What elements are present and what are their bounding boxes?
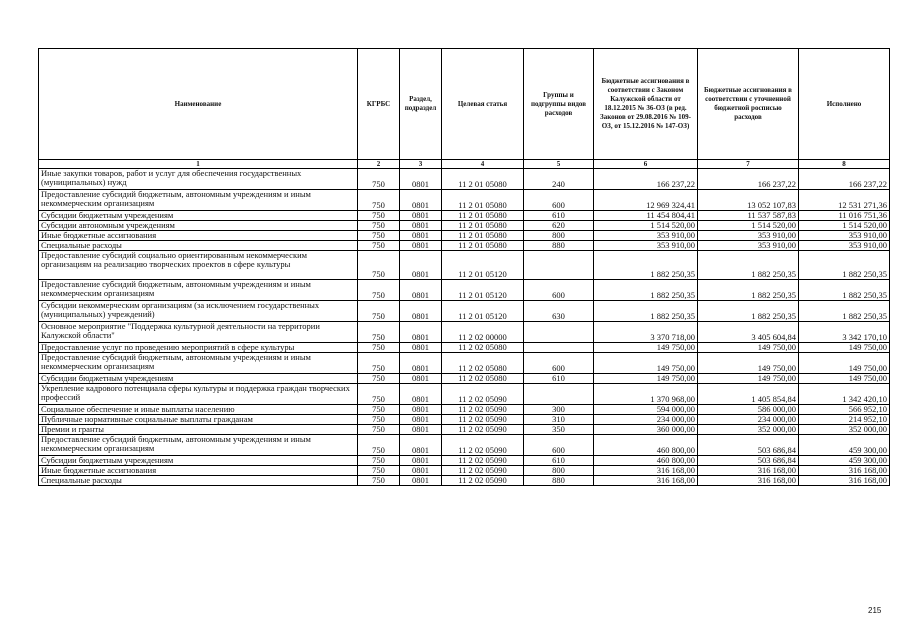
row-law-amount: 316 168,00 [594,476,698,486]
row-law-amount: 460 800,00 [594,456,698,466]
table-row [39,241,890,251]
row-law-amount: 1 882 250,35 [594,301,698,322]
row-group: 800 [524,231,594,241]
column-number: 3 [400,160,442,169]
row-refined-amount: 503 686,84 [698,456,799,466]
table-row [39,384,890,405]
row-executed-amount: 166 237,22 [799,169,890,190]
row-kgrbs: 750 [358,405,400,415]
row-executed-amount: 214 952,10 [799,415,890,425]
row-executed-amount: 149 750,00 [799,353,890,374]
header-kgrbs: КГРБС [358,49,400,160]
row-section: 0801 [400,301,442,322]
row-law-amount: 1 370 968,00 [594,384,698,405]
header-section: Раздел, подраздел [400,49,442,160]
row-target: 11 2 02 05090 [442,435,524,456]
row-executed-amount: 1 342 420,10 [799,384,890,405]
row-law-amount: 3 370 718,00 [594,322,698,343]
header-law: Бюджетные ассигнования в соответствии с Законом Калужской области от 18.12.2015 № 36-ОЗ (в ред. Законов от 29.08.2016 № 109-ОЗ, от 15.12.2016 № 147-ОЗ) [594,49,698,160]
row-law-amount: 11 454 804,41 [594,211,698,221]
row-kgrbs: 750 [358,435,400,456]
row-target: 11 2 01 05080 [442,241,524,251]
row-target: 11 2 01 05120 [442,301,524,322]
row-target: 11 2 02 05080 [442,353,524,374]
row-section: 0801 [400,405,442,415]
row-refined-amount: 166 237,22 [698,169,799,190]
row-group [524,251,594,280]
row-target: 11 2 02 05090 [442,425,524,435]
row-law-amount: 1 882 250,35 [594,251,698,280]
row-executed-amount: 3 342 170,10 [799,322,890,343]
row-executed-amount: 1 882 250,35 [799,301,890,322]
column-number: 8 [799,160,890,169]
row-target: 11 2 01 05080 [442,169,524,190]
row-name: Специальные расходы [39,476,358,486]
row-name: Субсидии некоммерческим организациям (за исключением государственных (муниципальных) учреждений) [39,301,358,322]
row-group: 600 [524,353,594,374]
row-name: Предоставление субсидий бюджетным, автономным учреждениям и иным некоммерческим организациям [39,435,358,456]
row-refined-amount: 149 750,00 [698,343,799,353]
row-section: 0801 [400,384,442,405]
row-section: 0801 [400,221,442,231]
row-name: Субсидии бюджетным учреждениям [39,456,358,466]
row-name: Предоставление услуг по проведению мероприятий в сфере культуры [39,343,358,353]
row-target: 11 2 02 05090 [442,384,524,405]
row-kgrbs: 750 [358,221,400,231]
table-row [39,343,890,353]
row-refined-amount: 316 168,00 [698,476,799,486]
row-group: 620 [524,221,594,231]
column-number: 7 [698,160,799,169]
row-section: 0801 [400,322,442,343]
row-target: 11 2 01 05080 [442,190,524,211]
row-law-amount: 166 237,22 [594,169,698,190]
header-row [39,49,890,160]
row-name: Иные закупки товаров, работ и услуг для обеспечения государственных (муниципальных) нужд [39,169,358,190]
row-refined-amount: 1 514 520,00 [698,221,799,231]
row-kgrbs: 750 [358,241,400,251]
table-row [39,353,890,374]
row-group: 800 [524,466,594,476]
budget-table [38,48,890,486]
row-law-amount: 12 969 324,41 [594,190,698,211]
row-refined-amount: 1 882 250,35 [698,280,799,301]
header-executed: Исполнено [799,49,890,160]
row-kgrbs: 750 [358,169,400,190]
row-kgrbs: 750 [358,211,400,221]
row-target: 11 2 02 05090 [442,415,524,425]
header-refined: Бюджетные ассигнования в соответствии с уточненной бюджетной росписью расходов [698,49,799,160]
header-target: Целевая статья [442,49,524,160]
row-name: Субсидии бюджетным учреждениям [39,374,358,384]
row-section: 0801 [400,251,442,280]
row-kgrbs: 750 [358,231,400,241]
table-body [39,169,890,486]
row-group [524,322,594,343]
row-name: Специальные расходы [39,241,358,251]
row-executed-amount: 353 910,00 [799,231,890,241]
row-refined-amount: 352 000,00 [698,425,799,435]
row-name: Иные бюджетные ассигнования [39,466,358,476]
row-refined-amount: 13 052 107,83 [698,190,799,211]
row-target: 11 2 02 00000 [442,322,524,343]
row-target: 11 2 01 05120 [442,251,524,280]
row-kgrbs: 750 [358,322,400,343]
row-refined-amount: 1 405 854,84 [698,384,799,405]
row-name: Укрепление кадрового потенциала сферы культуры и поддержка граждан творческих профессий [39,384,358,405]
table-row [39,476,890,486]
table-row [39,190,890,211]
table-row [39,405,890,415]
row-target: 11 2 02 05090 [442,476,524,486]
row-executed-amount: 1 882 250,35 [799,280,890,301]
table-row [39,374,890,384]
row-refined-amount: 353 910,00 [698,231,799,241]
row-group: 630 [524,301,594,322]
table-row [39,466,890,476]
row-law-amount: 360 000,00 [594,425,698,435]
row-section: 0801 [400,374,442,384]
row-name: Субсидии бюджетным учреждениям [39,211,358,221]
row-name: Предоставление субсидий социально ориентированным некоммерческим организациям на реализацию творческих проектов в сфере культуры [39,251,358,280]
row-section: 0801 [400,241,442,251]
row-target: 11 2 02 05090 [442,466,524,476]
row-refined-amount: 316 168,00 [698,466,799,476]
row-section: 0801 [400,343,442,353]
row-section: 0801 [400,435,442,456]
row-law-amount: 353 910,00 [594,231,698,241]
row-name: Публичные нормативные социальные выплаты гражданам [39,415,358,425]
row-section: 0801 [400,280,442,301]
column-number: 2 [358,160,400,169]
row-target: 11 2 01 05080 [442,221,524,231]
header-groups: Группы и подгруппы видов расходов [524,49,594,160]
row-target: 11 2 02 05080 [442,343,524,353]
row-executed-amount: 352 000,00 [799,425,890,435]
row-target: 11 2 02 05090 [442,456,524,466]
table-row [39,169,890,190]
row-kgrbs: 750 [358,190,400,211]
table-row [39,425,890,435]
row-group: 600 [524,280,594,301]
row-group: 880 [524,241,594,251]
table-row [39,322,890,343]
row-executed-amount: 11 016 751,36 [799,211,890,221]
row-law-amount: 234 000,00 [594,415,698,425]
row-refined-amount: 234 000,00 [698,415,799,425]
row-group: 610 [524,374,594,384]
row-target: 11 2 02 05090 [442,405,524,415]
page-number: 215 [868,606,882,615]
row-law-amount: 149 750,00 [594,374,698,384]
row-kgrbs: 750 [358,251,400,280]
row-refined-amount: 149 750,00 [698,353,799,374]
row-law-amount: 1 514 520,00 [594,221,698,231]
column-number: 6 [594,160,698,169]
row-name: Субсидии автономным учреждениям [39,221,358,231]
row-refined-amount: 503 686,84 [698,435,799,456]
row-law-amount: 149 750,00 [594,353,698,374]
table-row [39,415,890,425]
row-executed-amount: 12 531 271,36 [799,190,890,211]
column-number: 4 [442,160,524,169]
row-law-amount: 149 750,00 [594,343,698,353]
row-group: 880 [524,476,594,486]
row-kgrbs: 750 [358,374,400,384]
row-group [524,343,594,353]
row-kgrbs: 750 [358,343,400,353]
row-section: 0801 [400,425,442,435]
row-name: Иные бюджетные ассигнования [39,231,358,241]
row-section: 0801 [400,190,442,211]
row-executed-amount: 149 750,00 [799,343,890,353]
row-kgrbs: 750 [358,280,400,301]
table-row [39,456,890,466]
row-section: 0801 [400,456,442,466]
row-law-amount: 316 168,00 [594,466,698,476]
row-law-amount: 594 000,00 [594,405,698,415]
table-row [39,251,890,280]
row-executed-amount: 566 952,10 [799,405,890,415]
row-name: Социальное обеспечение и иные выплаты населению [39,405,358,415]
row-group [524,384,594,405]
column-number: 1 [39,160,358,169]
row-kgrbs: 750 [358,415,400,425]
row-kgrbs: 750 [358,384,400,405]
row-section: 0801 [400,476,442,486]
row-group: 300 [524,405,594,415]
row-target: 11 2 01 05080 [442,211,524,221]
row-kgrbs: 750 [358,476,400,486]
row-group: 600 [524,435,594,456]
table-row [39,301,890,322]
table-row [39,231,890,241]
row-section: 0801 [400,415,442,425]
row-refined-amount: 1 882 250,35 [698,251,799,280]
row-section: 0801 [400,211,442,221]
row-section: 0801 [400,231,442,241]
table-row [39,435,890,456]
row-kgrbs: 750 [358,425,400,435]
table-row [39,211,890,221]
row-kgrbs: 750 [358,301,400,322]
row-section: 0801 [400,353,442,374]
row-group: 610 [524,456,594,466]
row-name: Премии и гранты [39,425,358,435]
row-refined-amount: 353 910,00 [698,241,799,251]
row-section: 0801 [400,169,442,190]
column-number-row [39,160,890,169]
row-kgrbs: 750 [358,466,400,476]
column-number: 5 [524,160,594,169]
header-name: Наименование [39,49,358,160]
row-group: 240 [524,169,594,190]
table-row [39,221,890,231]
row-target: 11 2 02 05080 [442,374,524,384]
row-kgrbs: 750 [358,456,400,466]
row-group: 610 [524,211,594,221]
row-refined-amount: 3 405 604,84 [698,322,799,343]
row-name: Предоставление субсидий бюджетным, автономным учреждениям и иным некоммерческим организациям [39,280,358,301]
row-refined-amount: 11 537 587,83 [698,211,799,221]
row-refined-amount: 586 000,00 [698,405,799,415]
row-executed-amount: 459 300,00 [799,456,890,466]
row-executed-amount: 353 910,00 [799,241,890,251]
row-group: 600 [524,190,594,211]
row-name: Основное мероприятие "Поддержка культурной деятельности на территории Калужской области" [39,322,358,343]
row-name: Предоставление субсидий бюджетным, автономным учреждениям и иным некоммерческим организациям [39,353,358,374]
row-group: 310 [524,415,594,425]
row-executed-amount: 149 750,00 [799,374,890,384]
row-law-amount: 1 882 250,35 [594,280,698,301]
row-section: 0801 [400,466,442,476]
row-target: 11 2 01 05120 [442,280,524,301]
row-kgrbs: 750 [358,353,400,374]
row-executed-amount: 459 300,00 [799,435,890,456]
row-executed-amount: 316 168,00 [799,466,890,476]
row-executed-amount: 1 882 250,35 [799,251,890,280]
row-name: Предоставление субсидий бюджетным, автономным учреждениям и иным некоммерческим организациям [39,190,358,211]
row-target: 11 2 01 05080 [442,231,524,241]
row-executed-amount: 1 514 520,00 [799,221,890,231]
row-group: 350 [524,425,594,435]
row-executed-amount: 316 168,00 [799,476,890,486]
row-law-amount: 460 800,00 [594,435,698,456]
row-refined-amount: 149 750,00 [698,374,799,384]
row-refined-amount: 1 882 250,35 [698,301,799,322]
table-row [39,280,890,301]
row-law-amount: 353 910,00 [594,241,698,251]
